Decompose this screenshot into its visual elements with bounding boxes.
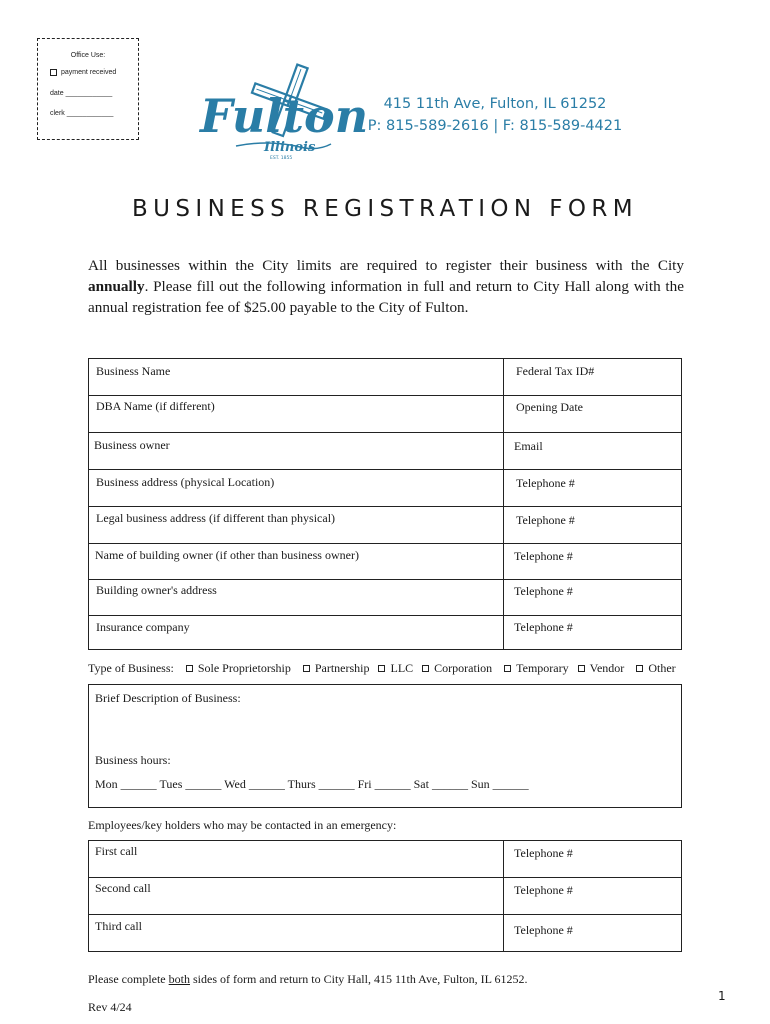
third-call-label: Third call	[95, 919, 142, 933]
email-label: Email	[514, 439, 543, 453]
telephone-label: Telephone #	[514, 620, 573, 634]
table-row	[89, 507, 681, 544]
intro-bold-annually: annually	[88, 278, 145, 295]
telephone-label: Telephone #	[514, 549, 573, 563]
footer-underlined-both: both	[168, 972, 190, 986]
emergency-contacts-label: Employees/key holders who may be contacted in an emergency:	[88, 818, 397, 832]
revision-label: Rev 4/24	[88, 1000, 132, 1014]
business-address-label: Business address (physical Location)	[96, 475, 275, 489]
payment-received-row	[50, 69, 116, 76]
footer-text-2: sides of form and return to City Hall, 415 11th Ave, Fulton, IL 61252.	[189, 972, 528, 986]
business-owner-label: Business owner	[94, 438, 170, 452]
intro-text-2: . Please fill out the following information in full and return to City Hall along with the annual registration fee of $25.00 payable to the City of Fulton.	[88, 278, 684, 316]
second-call-field[interactable]	[89, 878, 504, 914]
option-label: Partnership	[314, 661, 370, 675]
business-description-box[interactable]	[88, 684, 682, 808]
federal-tax-id-label: Federal Tax ID#	[516, 364, 595, 378]
llc-checkbox[interactable]	[378, 665, 385, 672]
telephone-label: Telephone #	[516, 476, 575, 490]
office-use-box	[37, 38, 139, 140]
building-owner-address-label: Building owner's address	[96, 583, 217, 597]
option-label: Sole Proprietorship	[197, 661, 291, 675]
intro-text-1: All businesses within the City limits are required to register their business with the City	[88, 257, 684, 274]
business-info-table	[88, 358, 682, 650]
logo-established: EST. 1855	[270, 156, 293, 161]
telephone-label: Telephone #	[516, 513, 575, 527]
table-row	[89, 544, 681, 580]
table-row	[89, 580, 681, 616]
description-label: Brief Description of Business:	[95, 691, 241, 705]
legal-address-label: Legal business address (if different than physical)	[96, 511, 336, 525]
first-call-field[interactable]	[89, 841, 504, 877]
sole-proprietorship-checkbox[interactable]	[186, 665, 193, 672]
office-clerk-field: clerk ____________	[50, 110, 114, 117]
business-hours-line[interactable]: Mon ______ Tues ______ Wed ______ Thurs ______ Fri ______ Sat ______ Sun ______	[95, 777, 529, 791]
contact-address: 415 11th Ave, Fulton, IL 61252	[383, 96, 607, 112]
footer-text-1: Please complete	[88, 972, 169, 986]
payment-received-label: payment received	[61, 69, 117, 76]
business-type-label: Type of Business:	[88, 661, 174, 675]
first-call-label: First call	[95, 844, 138, 858]
logo-wordmark: Fulton	[200, 89, 369, 143]
second-call-label: Second call	[95, 881, 151, 895]
vendor-checkbox[interactable]	[578, 665, 585, 672]
dba-name-label: DBA Name (if different)	[96, 399, 215, 413]
option-label: Temporary	[516, 661, 569, 675]
page-number: 1	[718, 989, 726, 1003]
opening-date-label: Opening Date	[516, 400, 583, 414]
table-row	[89, 396, 681, 433]
footer-instructions	[88, 972, 528, 987]
temporary-checkbox[interactable]	[504, 665, 511, 672]
building-owner-label: Name of building owner (if other than business owner)	[95, 548, 359, 562]
telephone-label: Telephone #	[514, 846, 573, 860]
business-hours-label: Business hours:	[95, 753, 171, 767]
payment-received-checkbox[interactable]	[50, 69, 57, 76]
table-row	[89, 878, 681, 915]
table-row	[89, 359, 681, 396]
table-row	[89, 433, 681, 470]
corporation-checkbox[interactable]	[422, 665, 429, 672]
office-use-title: Office Use:	[70, 52, 106, 59]
table-row	[89, 915, 681, 952]
table-row	[89, 470, 681, 507]
telephone-label: Telephone #	[514, 883, 573, 897]
table-row	[89, 841, 681, 878]
other-checkbox[interactable]	[636, 665, 643, 672]
business-name-label: Business Name	[96, 364, 171, 378]
option-label: Vendor	[589, 661, 625, 675]
option-label: LLC	[390, 661, 414, 675]
fulton-logo	[196, 62, 369, 162]
form-title: BUSINESS REGISTRATION FORM	[131, 196, 639, 222]
option-label: Corporation	[434, 661, 493, 675]
office-date-field: date ____________	[50, 90, 113, 97]
business-type-row	[88, 661, 676, 676]
table-row	[89, 616, 681, 650]
logo-state: Illinois	[264, 140, 316, 155]
partnership-checkbox[interactable]	[303, 665, 310, 672]
insurance-company-label: Insurance company	[96, 620, 190, 634]
telephone-label: Telephone #	[514, 923, 573, 937]
third-call-field[interactable]	[89, 915, 504, 952]
intro-paragraph	[88, 255, 684, 318]
emergency-contacts-table	[88, 840, 682, 952]
telephone-label: Telephone #	[514, 584, 573, 598]
contact-phone-fax: P: 815-589-2616 | F: 815-589-4421	[367, 118, 623, 134]
option-label: Other	[648, 661, 676, 675]
